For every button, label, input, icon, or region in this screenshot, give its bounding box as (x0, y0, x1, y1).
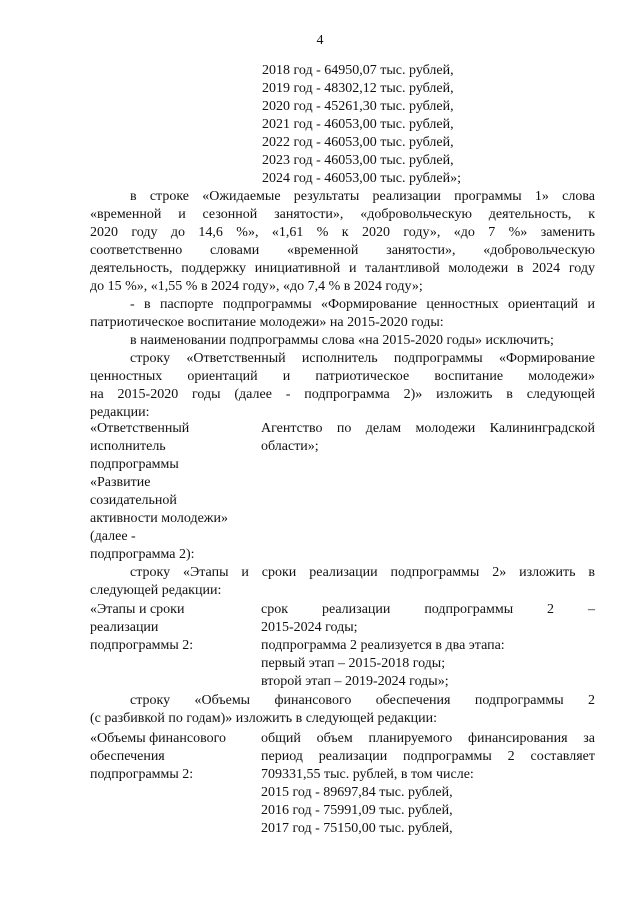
text-line: строку «Ответственный исполнитель подпрограммы «Формирование (130, 351, 595, 366)
text-line: Агентство по делам молодежи Калининградской (261, 421, 595, 436)
text-line: патриотическое воспитание молодежи» на 2015-2020 годы: (90, 315, 444, 330)
funding-line: 2024 год - 46053,00 тыс. рублей»; (262, 171, 462, 186)
text-line: «Ответственный (90, 421, 190, 436)
funding-line: 2019 год - 48302,12 тыс. рублей, (262, 81, 454, 96)
text-line: первый этап – 2015-2018 годы; (261, 656, 446, 671)
text-line: подпрограммы 2: (90, 638, 194, 653)
text-line: ценностных ориентаций и патриотическое воспитание молодежи» (90, 369, 595, 384)
text-line: - в паспорте подпрограммы «Формирование ценностных ориентаций и (130, 297, 595, 312)
text-line: период реализации подпрограммы 2 составляет (261, 749, 595, 764)
text-line: «Объемы финансового (90, 731, 226, 746)
text-line: «Этапы и сроки (90, 602, 185, 617)
paragraph-responsible (90, 350, 595, 422)
text-line: 2015-2024 годы; (261, 620, 358, 635)
text-line: исполнитель (90, 439, 166, 454)
text-line: 2017 год - 75150,00 тыс. рублей, (261, 821, 453, 836)
text-line: соответственно словами «временной занятости», «добровольческую (90, 243, 595, 258)
text-line: до 15 %», «1,55 % в 2024 году», «до 7,4 % в 2024 году»; (90, 279, 423, 294)
text-line: 2020 году до 14,6 %», «1,61 % к 2020 году», «до 7 %» заменить (90, 225, 595, 240)
text-line: реализации (90, 620, 159, 635)
paragraph-name-exclude (90, 332, 595, 350)
text-line: «Развитие (90, 475, 151, 490)
text-line: 2015 год - 89697,84 тыс. рублей, (261, 785, 453, 800)
text-line: в строке «Ожидаемые результаты реализации программы 1» слова (130, 189, 595, 204)
text-line: подпрограмма 2): (90, 547, 195, 562)
text-line: следующей редакции: (90, 583, 222, 598)
text-line: редакции: (90, 405, 150, 420)
text-line: области»; (261, 439, 319, 454)
text-line: второй этап – 2019-2024 годы»; (261, 674, 449, 689)
text-line: подпрограммы (90, 457, 179, 472)
table-label-cell (90, 601, 250, 655)
paragraph-expected-results (90, 188, 595, 296)
text-line: подпрограмма 2 реализуется в два этапа: (261, 638, 505, 653)
text-line: на 2015-2020 годы (далее - подпрограмма 2)» изложить в следующей (90, 387, 595, 402)
text-line: «временной и сезонной занятости», «добровольческую деятельность, к (90, 207, 595, 222)
page-number: 4 (316, 33, 324, 48)
paragraph-passport (90, 296, 595, 332)
text-line: строку «Объемы финансового обеспечения подпрограммы 2 (130, 693, 595, 708)
table-label-cell (90, 730, 250, 784)
text-line: в наименовании подпрограммы слова «на 2015-2020 годы» исключить; (130, 333, 554, 348)
funding-line: 2020 год - 45261,30 тыс. рублей, (262, 99, 454, 114)
table-label-cell (90, 420, 250, 564)
funding-line: 2018 год - 64950,07 тыс. рублей, (262, 63, 454, 78)
text-line: 709331,55 тыс. рублей, в том числе: (261, 767, 474, 782)
funding-line: 2022 год - 46053,00 тыс. рублей, (262, 135, 454, 150)
text-line: 2016 год - 75991,09 тыс. рублей, (261, 803, 453, 818)
text-line: деятельность, поддержку инициативной и талантливой молодежи в 2024 году (90, 261, 595, 276)
text-line: подпрограммы 2: (90, 767, 194, 782)
text-line: активности молодежи» (90, 511, 228, 526)
paragraph-stages (90, 564, 595, 600)
paragraph-volumes (90, 692, 595, 728)
text-line: (с разбивкой по годам)» изложить в следующей редакции: (90, 711, 438, 726)
table-value-cell (261, 730, 595, 838)
funding-line: 2021 год - 46053,00 тыс. рублей, (262, 117, 454, 132)
text-line: срок реализации подпрограммы 2 – (261, 602, 595, 617)
table-value-cell (261, 420, 595, 456)
text-line: обеспечения (90, 749, 165, 764)
text-line: строку «Этапы и сроки реализации подпрограммы 2» изложить в (130, 565, 595, 580)
funding-line: 2023 год - 46053,00 тыс. рублей, (262, 153, 454, 168)
table-value-cell (261, 601, 595, 691)
funding-years-list (262, 62, 461, 188)
text-line: общий объем планируемого финансирования за (261, 731, 595, 746)
text-line: (далее - (90, 529, 136, 544)
text-line: созидательной (90, 493, 177, 508)
